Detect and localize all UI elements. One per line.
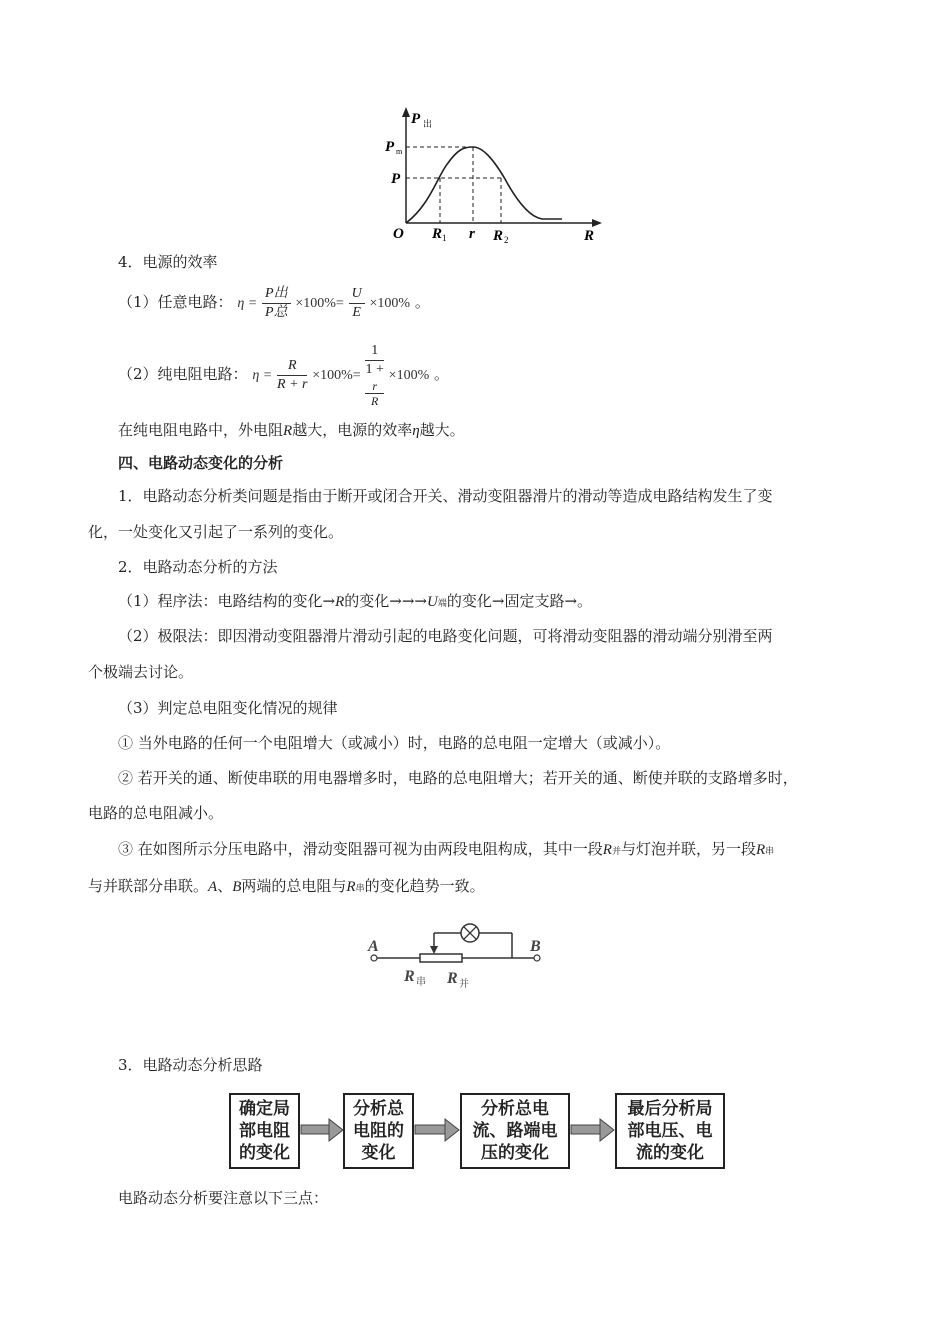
label-r-parallel-sub: 并: [459, 979, 469, 990]
fraction-den: R + r: [277, 376, 308, 392]
label-r-parallel: R: [447, 970, 458, 987]
method-3: （3）判定总电阻变化情况的规律: [118, 699, 338, 717]
r1-label: R: [432, 226, 443, 242]
y-axis-sub: 出: [423, 119, 433, 129]
efficiency-heading: 4．电源的效率: [118, 253, 218, 271]
flow-footer: 电路动态分析要注意以下三点：: [118, 1189, 329, 1207]
r2-label: R: [493, 228, 504, 244]
fraction-num: 1: [365, 342, 383, 361]
section-title: 四、电路动态变化的分析: [118, 454, 284, 472]
flow-box-2: 分析总电阻的变化: [343, 1093, 414, 1169]
fraction-num: U: [349, 285, 365, 304]
flow-box-3: 分析总电流、路端电压的变化: [460, 1093, 570, 1169]
x-axis-label: R: [584, 228, 595, 244]
method-1: （1）程序法：电路结构的变化→R的变化→→→U端的变化→固定支路→。: [118, 592, 593, 610]
method-2-line-2: 个极端去讨论。: [88, 663, 194, 681]
fraction-num: R: [277, 357, 307, 376]
para-1-line-1: 1．电路动态分析类问题是指由于断开或闭合开关、滑动变阻器滑片的滑动等造成电路结构发生了变: [118, 487, 773, 505]
flow-heading: 3．电路动态分析思路: [118, 1056, 263, 1074]
r1-sub: 1: [442, 233, 447, 243]
rule-3-line-1: ③ 在如图所示分压电路中，滑动变阻器可视为由两段电阻构成，其中一段R并与灯泡并联，另一段R串: [118, 840, 775, 858]
para-2: 2．电路动态分析的方法: [118, 558, 278, 576]
label-r-series-sub: 串: [416, 977, 426, 988]
times-100-a: ×100%=: [295, 296, 344, 311]
pm-label: P: [385, 139, 395, 155]
flow-box-1: 确定局部电阻的变化: [229, 1093, 300, 1169]
formula-label-resistive: （2）纯电阻电路：: [118, 365, 248, 383]
eta-symbol: η =: [237, 296, 258, 311]
flow-box-4: 最后分析局部电压、电流的变化: [615, 1093, 725, 1169]
rule-2-line-1: ② 若开关的通、断使串联的用电器增多时，电路的总电阻增大；若开关的通、断使并联的支路增多时，: [118, 769, 798, 787]
eta-symbol: η =: [252, 368, 273, 383]
r-label: r: [469, 226, 475, 242]
method-2-line-1: （2）极限法：即因滑动变阻器滑片滑动引起的电路变化问题，可将滑动变阻器的滑动端分别滑至两: [118, 627, 773, 645]
label-a: A: [368, 938, 379, 955]
label-b: B: [530, 938, 541, 955]
flow-arrow-icon: [301, 1119, 343, 1141]
origin-label: O: [393, 226, 404, 242]
pm-sub: m: [396, 147, 403, 156]
fraction-den: P总: [265, 304, 288, 320]
para-1-line-2: 化，一处变化又引起了一系列的变化。: [88, 523, 344, 541]
rule-3-line-2: 与并联部分串联。A、B两端的总电阻与R串的变化趋势一致。: [88, 877, 485, 895]
fraction-den: 1 + r R: [365, 362, 384, 408]
times-100-b: ×100%: [388, 368, 430, 383]
y-axis-label: P: [411, 111, 421, 127]
flow-arrow-icon: [415, 1119, 459, 1141]
efficiency-note: 在纯电阻电路中，外电阻R越大，电源的效率η越大。: [118, 421, 465, 439]
period: 。: [414, 293, 430, 311]
label-r-series: R: [404, 968, 415, 985]
period: 。: [434, 365, 450, 383]
flow-arrow-icon: [571, 1119, 614, 1141]
r2-sub: 2: [504, 235, 509, 245]
times-100-a: ×100%=: [312, 368, 361, 383]
formula-label-any: （1）任意电路：: [118, 293, 233, 311]
times-100-b: ×100%: [369, 296, 411, 311]
fraction-num: P出: [262, 285, 291, 304]
p-label: P: [391, 171, 401, 187]
rule-1: ① 当外电路的任何一个电阻增大（或减小）时，电路的总电阻一定增大（或减小）。: [118, 734, 671, 752]
fraction-den: E: [352, 304, 361, 320]
inner-fraction: r R: [365, 379, 383, 408]
rule-2-line-2: 电路的总电阻减小。: [88, 804, 224, 822]
